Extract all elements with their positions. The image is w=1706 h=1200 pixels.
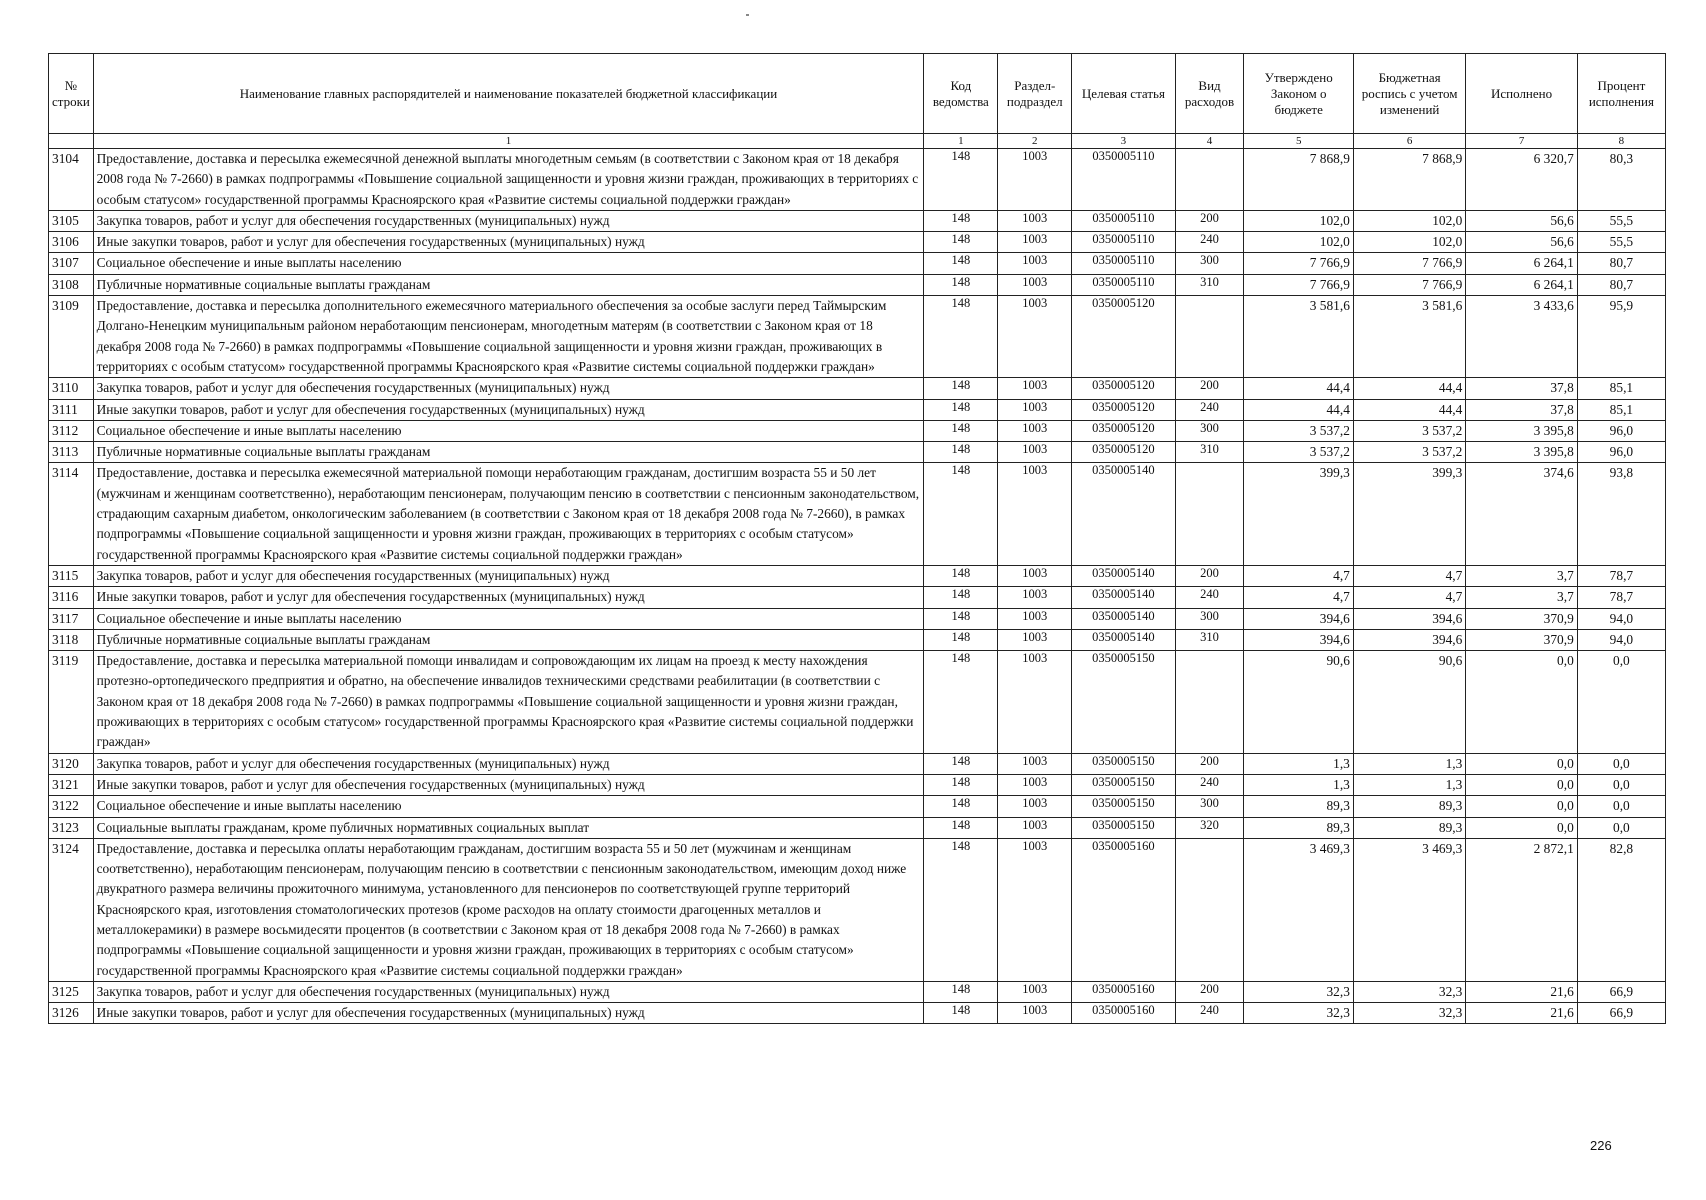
row-approved: 4,7 (1244, 565, 1353, 586)
row-executed: 0,0 (1466, 796, 1577, 817)
row-expense-type: 200 (1175, 753, 1244, 774)
row-approved: 89,3 (1244, 796, 1353, 817)
row-department-code: 148 (924, 1003, 998, 1024)
row-department-code: 148 (924, 378, 998, 399)
row-number: 3106 (49, 232, 94, 253)
row-percent: 85,1 (1577, 399, 1665, 420)
column-number: 1 (924, 134, 998, 149)
row-approved: 7 766,9 (1244, 274, 1353, 295)
row-percent: 80,7 (1577, 253, 1665, 274)
row-department-code: 148 (924, 296, 998, 378)
row-executed: 56,6 (1466, 210, 1577, 231)
row-name: Социальное обеспечение и иные выплаты населению (93, 420, 924, 441)
header-budget-plan: Бюджетная роспись с учетом изменений (1353, 54, 1465, 134)
header-department-code: Код ведомства (924, 54, 998, 134)
row-executed: 2 872,1 (1466, 838, 1577, 981)
row-name: Закупка товаров, работ и услуг для обеспечения государственных (муниципальных) нужд (93, 565, 924, 586)
row-approved: 7 868,9 (1244, 149, 1353, 211)
row-target-article: 0350005140 (1072, 463, 1175, 565)
row-budget-plan: 4,7 (1353, 587, 1465, 608)
row-executed: 37,8 (1466, 399, 1577, 420)
row-approved: 4,7 (1244, 587, 1353, 608)
row-percent: 96,0 (1577, 442, 1665, 463)
row-percent: 94,0 (1577, 629, 1665, 650)
row-expense-type: 240 (1175, 232, 1244, 253)
row-number: 3116 (49, 587, 94, 608)
row-section: 1003 (998, 253, 1072, 274)
row-number: 3108 (49, 274, 94, 295)
row-percent: 94,0 (1577, 608, 1665, 629)
row-number: 3117 (49, 608, 94, 629)
row-target-article: 0350005140 (1072, 629, 1175, 650)
row-executed: 6 264,1 (1466, 274, 1577, 295)
row-budget-plan: 1,3 (1353, 753, 1465, 774)
row-budget-plan: 32,3 (1353, 981, 1465, 1002)
table-row (49, 1003, 1666, 1024)
row-percent: 78,7 (1577, 565, 1665, 586)
header-section: Раздел-подраздел (998, 54, 1072, 134)
row-department-code: 148 (924, 796, 998, 817)
row-executed: 21,6 (1466, 1003, 1577, 1024)
row-expense-type: 310 (1175, 274, 1244, 295)
row-expense-type: 240 (1175, 587, 1244, 608)
row-approved: 3 537,2 (1244, 442, 1353, 463)
table-row (49, 210, 1666, 231)
row-executed: 3 395,8 (1466, 442, 1577, 463)
table-row (49, 378, 1666, 399)
row-expense-type: 200 (1175, 565, 1244, 586)
row-name: Иные закупки товаров, работ и услуг для обеспечения государственных (муниципальных) нужд (93, 1003, 924, 1024)
table-row (49, 981, 1666, 1002)
row-expense-type: 200 (1175, 981, 1244, 1002)
header-row-number: № строки (49, 54, 94, 134)
row-percent: 66,9 (1577, 1003, 1665, 1024)
row-target-article: 0350005120 (1072, 378, 1175, 399)
table-row (49, 253, 1666, 274)
row-percent: 80,3 (1577, 149, 1665, 211)
row-percent: 80,7 (1577, 274, 1665, 295)
row-number: 3109 (49, 296, 94, 378)
row-name: Закупка товаров, работ и услуг для обеспечения государственных (муниципальных) нужд (93, 378, 924, 399)
row-section: 1003 (998, 565, 1072, 586)
row-percent: 93,8 (1577, 463, 1665, 565)
row-section: 1003 (998, 817, 1072, 838)
row-target-article: 0350005120 (1072, 442, 1175, 463)
row-name: Закупка товаров, работ и услуг для обеспечения государственных (муниципальных) нужд (93, 753, 924, 774)
row-target-article: 0350005110 (1072, 274, 1175, 295)
column-number: 2 (998, 134, 1072, 149)
row-budget-plan: 90,6 (1353, 651, 1465, 753)
row-number: 3115 (49, 565, 94, 586)
row-target-article: 0350005120 (1072, 296, 1175, 378)
row-executed: 21,6 (1466, 981, 1577, 1002)
row-number: 3113 (49, 442, 94, 463)
row-percent: 66,9 (1577, 981, 1665, 1002)
row-budget-plan: 7 868,9 (1353, 149, 1465, 211)
row-executed: 6 320,7 (1466, 149, 1577, 211)
row-name: Закупка товаров, работ и услуг для обеспечения государственных (муниципальных) нужд (93, 981, 924, 1002)
table-row (49, 838, 1666, 981)
row-name: Предоставление, доставка и пересылка оплаты неработающим гражданам, достигшим возраста 55 и 50 лет (мужчинам и женщинам соответственно), неработающим пенсионерам, получающим пенсию в соответствии с пенсионным законодательством, имеющим доход ниже двукратного размера величины прожиточного минимума, установленного для пенсионеров по соответствующей группе территорий Красноярского края, изготовления стоматологических протезов (кроме расходов на оплату стоимости драгоценных металлов и металлокерамики) в размере восьмидесяти процентов (в соответствии с Законом края от 18 декабря 2008 года № 7-2660) в рамках подпрограммы «Повышение социальной защищенности и уровня жизни граждан, проживающих в территориях с особым статусом» государственной программы Красноярского края «Развитие системы социальной поддержки граждан» (93, 838, 924, 981)
row-target-article: 0350005140 (1072, 587, 1175, 608)
row-name: Социальное обеспечение и иные выплаты населению (93, 253, 924, 274)
row-approved: 90,6 (1244, 651, 1353, 753)
row-number: 3122 (49, 796, 94, 817)
row-percent: 85,1 (1577, 378, 1665, 399)
row-budget-plan: 394,6 (1353, 608, 1465, 629)
row-percent: 0,0 (1577, 651, 1665, 753)
row-executed: 3 395,8 (1466, 420, 1577, 441)
row-budget-plan: 3 469,3 (1353, 838, 1465, 981)
column-number: 5 (1244, 134, 1353, 149)
row-approved: 1,3 (1244, 753, 1353, 774)
row-name: Предоставление, доставка и пересылка ежемесячной материальной помощи неработающим гражданам, достигшим возраста 55 и 50 лет (мужчинам и женщинам соответственно), неработающим пенсионерам, получающим пенсию в соответствии с пенсионным законодательством, страдающим сахарным диабетом, онкологическим заболеванием (в соответствии с Законом края от 18 декабря 2008 года № 7-2660), в рамках подпрограммы «Повышение социальной защищенности и уровня жизни граждан, проживающих в территориях с особым статусом» государственной программы Красноярского края «Развитие системы социальной поддержки граждан» (93, 463, 924, 565)
row-number: 3107 (49, 253, 94, 274)
table-row (49, 608, 1666, 629)
header-executed: Исполнено (1466, 54, 1577, 134)
row-budget-plan: 3 537,2 (1353, 420, 1465, 441)
row-target-article: 0350005150 (1072, 753, 1175, 774)
row-section: 1003 (998, 1003, 1072, 1024)
row-budget-plan: 102,0 (1353, 210, 1465, 231)
row-budget-plan: 1,3 (1353, 774, 1465, 795)
row-name: Иные закупки товаров, работ и услуг для обеспечения государственных (муниципальных) нужд (93, 774, 924, 795)
row-approved: 102,0 (1244, 232, 1353, 253)
row-name: Публичные нормативные социальные выплаты гражданам (93, 274, 924, 295)
row-expense-type: 300 (1175, 796, 1244, 817)
table-row (49, 232, 1666, 253)
row-number: 3121 (49, 774, 94, 795)
row-percent: 0,0 (1577, 753, 1665, 774)
row-section: 1003 (998, 753, 1072, 774)
row-name: Закупка товаров, работ и услуг для обеспечения государственных (муниципальных) нужд (93, 210, 924, 231)
row-approved: 394,6 (1244, 608, 1353, 629)
row-expense-type: 310 (1175, 629, 1244, 650)
header-target-article: Целевая статья (1072, 54, 1175, 134)
row-department-code: 148 (924, 587, 998, 608)
table-row (49, 587, 1666, 608)
row-target-article: 0350005150 (1072, 774, 1175, 795)
row-number: 3110 (49, 378, 94, 399)
row-department-code: 148 (924, 753, 998, 774)
row-budget-plan: 44,4 (1353, 399, 1465, 420)
row-target-article: 0350005120 (1072, 399, 1175, 420)
budget-table-container (48, 53, 1666, 1024)
row-approved: 44,4 (1244, 378, 1353, 399)
row-department-code: 148 (924, 838, 998, 981)
row-expense-type: 300 (1175, 608, 1244, 629)
page-number: 226 (1590, 1138, 1612, 1153)
row-percent: 82,8 (1577, 838, 1665, 981)
row-budget-plan: 44,4 (1353, 378, 1465, 399)
row-number: 3126 (49, 1003, 94, 1024)
row-executed: 370,9 (1466, 608, 1577, 629)
row-executed: 3 433,6 (1466, 296, 1577, 378)
row-number: 3120 (49, 753, 94, 774)
header-approved: Утверждено Законом о бюджете (1244, 54, 1353, 134)
row-executed: 3,7 (1466, 565, 1577, 586)
row-name: Иные закупки товаров, работ и услуг для обеспечения государственных (муниципальных) нужд (93, 587, 924, 608)
row-name: Предоставление, доставка и пересылка материальной помощи инвалидам и сопровождающим их лицам на проезд к месту нахождения протезно-ортопедического предприятия и обратно, на обеспечение инвалидов техническими средствами реабилитации (в соответствии с Законом края от 18 декабря 2008 года № 7-2660) в рамках подпрограммы «Повышение социальной защищенности и уровня жизни граждан, проживающих в территориях с особым статусом» государственной программы Красноярского края «Развитие системы социальной поддержки граждан» (93, 651, 924, 753)
row-target-article: 0350005110 (1072, 253, 1175, 274)
table-row (49, 629, 1666, 650)
row-section: 1003 (998, 442, 1072, 463)
row-budget-plan: 3 537,2 (1353, 442, 1465, 463)
row-department-code: 148 (924, 232, 998, 253)
row-expense-type: 240 (1175, 399, 1244, 420)
column-number: 8 (1577, 134, 1665, 149)
row-approved: 399,3 (1244, 463, 1353, 565)
row-target-article: 0350005150 (1072, 796, 1175, 817)
column-number: 6 (1353, 134, 1465, 149)
column-number (49, 134, 94, 149)
row-approved: 7 766,9 (1244, 253, 1353, 274)
row-section: 1003 (998, 608, 1072, 629)
row-percent: 96,0 (1577, 420, 1665, 441)
row-expense-type: 200 (1175, 210, 1244, 231)
row-percent: 55,5 (1577, 210, 1665, 231)
row-approved: 3 469,3 (1244, 838, 1353, 981)
header-row (49, 54, 1666, 134)
row-section: 1003 (998, 378, 1072, 399)
row-number: 3111 (49, 399, 94, 420)
budget-table (48, 53, 1666, 1024)
row-department-code: 148 (924, 629, 998, 650)
table-row (49, 796, 1666, 817)
row-budget-plan: 3 581,6 (1353, 296, 1465, 378)
row-expense-type: 320 (1175, 817, 1244, 838)
row-target-article: 0350005110 (1072, 149, 1175, 211)
row-number: 3104 (49, 149, 94, 211)
row-approved: 32,3 (1244, 981, 1353, 1002)
row-section: 1003 (998, 463, 1072, 565)
row-number: 3105 (49, 210, 94, 231)
row-section: 1003 (998, 399, 1072, 420)
row-department-code: 148 (924, 651, 998, 753)
row-section: 1003 (998, 296, 1072, 378)
row-section: 1003 (998, 210, 1072, 231)
table-row (49, 463, 1666, 565)
row-target-article: 0350005110 (1072, 232, 1175, 253)
table-row (49, 565, 1666, 586)
header-percent: Процент исполнения (1577, 54, 1665, 134)
scan-speck (746, 14, 749, 16)
row-department-code: 148 (924, 274, 998, 295)
row-target-article: 0350005160 (1072, 981, 1175, 1002)
row-executed: 0,0 (1466, 651, 1577, 753)
row-expense-type: 300 (1175, 420, 1244, 441)
row-target-article: 0350005140 (1072, 565, 1175, 586)
row-department-code: 148 (924, 442, 998, 463)
row-expense-type (1175, 651, 1244, 753)
row-percent: 0,0 (1577, 796, 1665, 817)
row-percent: 0,0 (1577, 817, 1665, 838)
row-executed: 6 264,1 (1466, 253, 1577, 274)
row-number: 3112 (49, 420, 94, 441)
row-approved: 89,3 (1244, 817, 1353, 838)
row-budget-plan: 4,7 (1353, 565, 1465, 586)
row-department-code: 148 (924, 253, 998, 274)
row-expense-type (1175, 149, 1244, 211)
row-number: 3119 (49, 651, 94, 753)
column-number: 7 (1466, 134, 1577, 149)
row-expense-type: 240 (1175, 1003, 1244, 1024)
row-expense-type (1175, 838, 1244, 981)
row-executed: 3,7 (1466, 587, 1577, 608)
row-target-article: 0350005150 (1072, 651, 1175, 753)
row-department-code: 148 (924, 399, 998, 420)
table-row (49, 420, 1666, 441)
row-approved: 394,6 (1244, 629, 1353, 650)
row-target-article: 0350005160 (1072, 1003, 1175, 1024)
row-executed: 0,0 (1466, 774, 1577, 795)
row-target-article: 0350005140 (1072, 608, 1175, 629)
row-section: 1003 (998, 274, 1072, 295)
table-row (49, 149, 1666, 211)
row-target-article: 0350005150 (1072, 817, 1175, 838)
row-executed: 374,6 (1466, 463, 1577, 565)
row-department-code: 148 (924, 149, 998, 211)
row-approved: 102,0 (1244, 210, 1353, 231)
table-row (49, 296, 1666, 378)
row-name: Социальное обеспечение и иные выплаты населению (93, 608, 924, 629)
row-budget-plan: 89,3 (1353, 817, 1465, 838)
column-number: 3 (1072, 134, 1175, 149)
row-budget-plan: 394,6 (1353, 629, 1465, 650)
row-name: Публичные нормативные социальные выплаты гражданам (93, 442, 924, 463)
row-name: Публичные нормативные социальные выплаты гражданам (93, 629, 924, 650)
header-expense-type: Вид расходов (1175, 54, 1244, 134)
row-section: 1003 (998, 774, 1072, 795)
row-percent: 78,7 (1577, 587, 1665, 608)
row-name: Предоставление, доставка и пересылка ежемесячной денежной выплаты многодетным семьям (в соответствии с Законом края от 18 декабря 2008 года № 7-2660) в рамках подпрограммы «Повышение социальной защищенности и уровня жизни граждан, проживающих в территориях с особым статусом» государственной программы Красноярского края «Развитие системы социальной поддержки граждан» (93, 149, 924, 211)
row-department-code: 148 (924, 210, 998, 231)
column-number-row (49, 134, 1666, 149)
table-row (49, 651, 1666, 753)
row-name: Предоставление, доставка и пересылка дополнительного ежемесячного материального обеспечения за особые заслуги перед Таймырским Долгано-Ненецким муниципальным районом неработающим пенсионерам, многодетным матерям (в соответствии с Законом края от 18 декабря 2008 года № 7-2660) в рамках подпрограммы «Повышение социальной защищенности и уровня жизни граждан, проживающих в территориях с особым статусом» государственной программы Красноярского края «Развитие системы социальной поддержки граждан» (93, 296, 924, 378)
row-name: Социальные выплаты гражданам, кроме публичных нормативных социальных выплат (93, 817, 924, 838)
table-row (49, 753, 1666, 774)
column-number: 1 (93, 134, 924, 149)
row-number: 3114 (49, 463, 94, 565)
row-percent: 95,9 (1577, 296, 1665, 378)
row-expense-type (1175, 296, 1244, 378)
row-approved: 3 537,2 (1244, 420, 1353, 441)
table-row (49, 274, 1666, 295)
row-target-article: 0350005110 (1072, 210, 1175, 231)
row-department-code: 148 (924, 420, 998, 441)
row-budget-plan: 399,3 (1353, 463, 1465, 565)
row-section: 1003 (998, 796, 1072, 817)
row-number: 3123 (49, 817, 94, 838)
row-expense-type: 310 (1175, 442, 1244, 463)
row-section: 1003 (998, 838, 1072, 981)
row-number: 3125 (49, 981, 94, 1002)
row-executed: 0,0 (1466, 817, 1577, 838)
table-row (49, 774, 1666, 795)
row-budget-plan: 7 766,9 (1353, 253, 1465, 274)
row-department-code: 148 (924, 817, 998, 838)
table-body (49, 149, 1666, 1024)
row-section: 1003 (998, 981, 1072, 1002)
column-number: 4 (1175, 134, 1244, 149)
table-row (49, 399, 1666, 420)
row-department-code: 148 (924, 565, 998, 586)
row-expense-type: 200 (1175, 378, 1244, 399)
header-name: Наименование главных распорядителей и наименование показателей бюджетной классификации (93, 54, 924, 134)
row-executed: 37,8 (1466, 378, 1577, 399)
row-approved: 3 581,6 (1244, 296, 1353, 378)
row-name: Социальное обеспечение и иные выплаты населению (93, 796, 924, 817)
row-approved: 1,3 (1244, 774, 1353, 795)
row-section: 1003 (998, 149, 1072, 211)
row-department-code: 148 (924, 463, 998, 565)
table-row (49, 442, 1666, 463)
row-number: 3118 (49, 629, 94, 650)
row-section: 1003 (998, 629, 1072, 650)
row-department-code: 148 (924, 608, 998, 629)
row-name: Иные закупки товаров, работ и услуг для обеспечения государственных (муниципальных) нужд (93, 399, 924, 420)
row-target-article: 0350005120 (1072, 420, 1175, 441)
row-section: 1003 (998, 587, 1072, 608)
row-percent: 0,0 (1577, 774, 1665, 795)
table-row (49, 817, 1666, 838)
row-expense-type (1175, 463, 1244, 565)
row-number: 3124 (49, 838, 94, 981)
row-section: 1003 (998, 420, 1072, 441)
row-department-code: 148 (924, 981, 998, 1002)
row-executed: 56,6 (1466, 232, 1577, 253)
row-budget-plan: 32,3 (1353, 1003, 1465, 1024)
row-expense-type: 240 (1175, 774, 1244, 795)
row-section: 1003 (998, 232, 1072, 253)
row-budget-plan: 7 766,9 (1353, 274, 1465, 295)
row-budget-plan: 89,3 (1353, 796, 1465, 817)
row-section: 1003 (998, 651, 1072, 753)
row-percent: 55,5 (1577, 232, 1665, 253)
row-target-article: 0350005160 (1072, 838, 1175, 981)
row-expense-type: 300 (1175, 253, 1244, 274)
row-approved: 32,3 (1244, 1003, 1353, 1024)
row-budget-plan: 102,0 (1353, 232, 1465, 253)
row-name: Иные закупки товаров, работ и услуг для обеспечения государственных (муниципальных) нужд (93, 232, 924, 253)
row-executed: 0,0 (1466, 753, 1577, 774)
row-executed: 370,9 (1466, 629, 1577, 650)
row-approved: 44,4 (1244, 399, 1353, 420)
row-department-code: 148 (924, 774, 998, 795)
